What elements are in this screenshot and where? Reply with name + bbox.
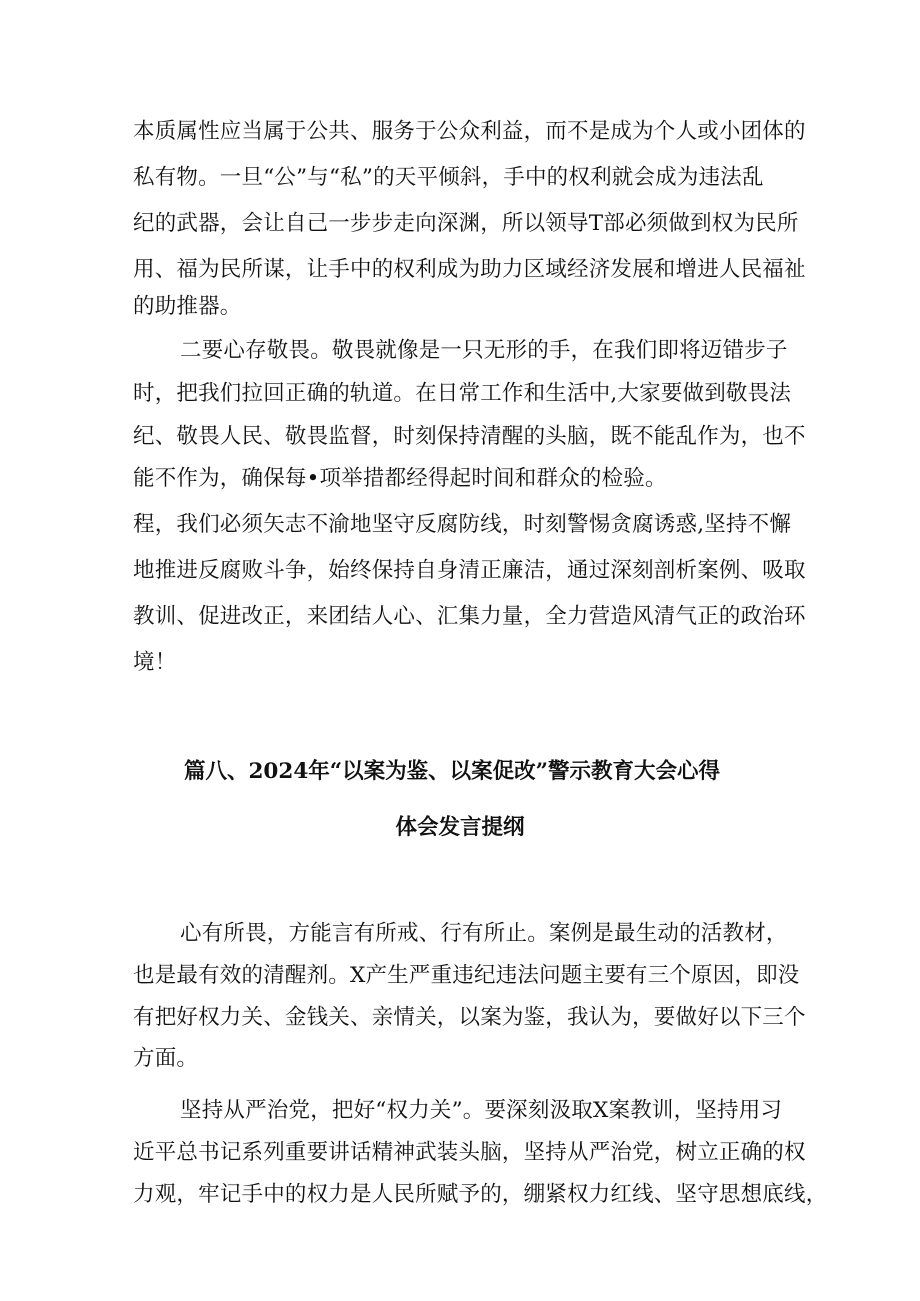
text-line: 能不作为，确保每•项举措都经得起时间和群众的检验。: [133, 466, 667, 491]
text-line: 私有物。一旦“公”与“私”的天平倾斜，手中的权利就会成为违法乱: [133, 165, 764, 190]
text-line: 方面。: [133, 1046, 199, 1071]
text-line: 纪、敬畏人民、敬畏监督，时刻保持清醒的头脑，既不能乱作为，也不: [133, 424, 806, 449]
section-title-line-1: 篇八、2024年“以案为鉴、以案促改”警示教育大会心得: [183, 759, 721, 784]
text-line: 坚持从严治党，把好“权力关”。要深刻汲取X案教训，坚持用习: [180, 1098, 783, 1123]
text-line: 地推进反腐败斗争，始终保持自身清正廉洁，通过深刻剖析案例、吸取: [133, 558, 806, 583]
text-line: 心有所畏，方能言有所戒、行有所止。案例是最生动的活教材，: [180, 921, 788, 946]
section-title-line-2: 体会发言提纲: [395, 815, 525, 840]
text-line: 时，把我们拉回正确的轨道。在日常工作和生活中,大家要做到敬畏法: [133, 381, 792, 406]
text-line: 力观，牢记手中的权力是人民所赋予的，绷紧权力红线、坚守思想底线，: [133, 1182, 828, 1207]
text-line: 纪的武器，会让自己一步步走向深渊，所以领导T部必须做到权为民所: [133, 211, 799, 236]
text-line: 的助推器。: [133, 294, 242, 319]
text-line: 教训、促进改正，来团结人心、汇集力量，全力营造风清气正的政治环: [133, 604, 806, 629]
text-line: 近平总书记系列重要讲话精神武装头脑，坚持从严治党，树立正确的权: [133, 1140, 806, 1165]
text-line: 境！: [133, 650, 177, 675]
text-line: 二要心存敬畏。敬畏就像是一只无形的手，在我们即将迈错步子: [180, 338, 788, 363]
text-line: 程，我们必须矢志不渝地坚守反腐防线，时刻警惕贪腐诱惑,坚持不懈: [133, 512, 792, 537]
text-line: 用、福为民所谋，让手中的权利成为助力区域经济发展和增进人民福祉: [133, 257, 806, 282]
text-line: 本质属性应当属于公共、服务于公众利益，而不是成为个人或小团体的: [133, 119, 806, 144]
text-line: 有把好权力关、金钱关、亲情关，以案为鉴，我认为，要做好以下三个: [133, 1005, 806, 1030]
text-line: 也是最有效的清醒剂。X产生严重违纪违法问题主要有三个原因，即没: [133, 963, 800, 988]
